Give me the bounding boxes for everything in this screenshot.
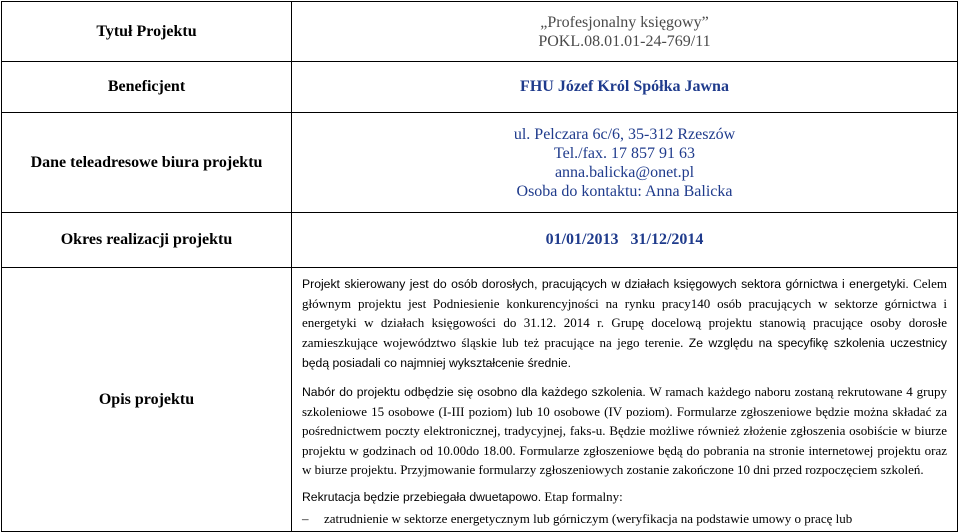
project-info-table xyxy=(1,1,958,532)
list-item-text: zatrudnienie w sektorze energetycznym lub górniczym (weryfikacja na podstawie umowy o pracę lub xyxy=(324,511,853,527)
contact-phone: Tel./fax. 17 857 91 63 xyxy=(553,144,696,162)
education-sentence: Ze względu na specyfikę szkolenia uczestnicy będą posiadali co najmniej wykształcenie średnie. xyxy=(302,335,948,370)
recruitment-intro: Nabór do projektu odbędzie się osobno dla każdego szkolenia. xyxy=(302,385,646,400)
list-item xyxy=(302,509,947,528)
value-contact xyxy=(292,113,958,213)
dash-bullet: – xyxy=(302,511,309,527)
project-name: „Profesjonalny księgowy” xyxy=(540,13,709,31)
row-beneficiary xyxy=(2,62,958,113)
label-title: Tytuł Projektu xyxy=(2,2,292,62)
stages-sentence: Rekrutacja będzie przebiegała dwuetapowo. xyxy=(302,490,542,505)
project-code: POKL.08.01.01-24-769/11 xyxy=(538,32,711,50)
label-description: Opis projektu xyxy=(2,268,292,532)
contact-address: ul. Pelczara 6c/6, 35-312 Rzeszów xyxy=(513,125,736,143)
contact-person: Osoba do kontaktu: Anna Balicka xyxy=(516,182,733,200)
goal-sentence: Celem głównym projektu jest Podniesienie konkurencyjności na rynku pracy140 osób pracujących w sektorze górnictwa i energetyki w działach księgowości do 31.12. 2014 r. Grupę docelową projektu stanowią pracujące osoby dorosłe zamieszkujące województwo śląskie lub też pracujące na jego terenie. xyxy=(302,276,947,350)
description-paragraph-1 xyxy=(302,274,947,373)
row-title xyxy=(2,2,958,62)
description-paragraph-2 xyxy=(302,382,947,479)
audience-sentence: Projekt skierowany jest do osób dorosłych, pracujących w działach księgowych sektora górnictwa i energetyki. xyxy=(302,277,909,291)
contact-email[interactable]: anna.balicka@onet.pl xyxy=(554,163,695,181)
row-description xyxy=(2,268,958,532)
value-beneficiary: FHU Józef Król Spółka Jawna xyxy=(292,62,958,113)
value-period: 01/01/2013 31/12/2014 xyxy=(292,213,958,268)
value-description xyxy=(292,268,958,532)
description-paragraph-3 xyxy=(302,487,947,507)
row-period xyxy=(2,213,958,268)
recruitment-details: W ramach każdego naboru zostaną rekrutowane 4 grupy szkoleniowe 15 osobowe (I-III poziom) lub 10 osobowe (IV poziom). Formularze zgłoszeniowe będzie można składać za pośrednictwem poczty elektronicznej, tradycyjnej, faks-u. Będzie możliwe również złożenie zgłoszenia osobiście w biurze projektu w godzinach od 10.00do 18.00. Formularze zgłoszeniowe będą do pobrania na stronie internetowej projektu oraz w biurze projektu. Przyjmowanie formularzy zgłoszeniowych zostanie zakończone 10 dni przed rozpoczęciem szkoleń. xyxy=(302,384,947,477)
label-contact: Dane teleadresowe biura projektu xyxy=(2,113,292,213)
formal-stage-label: Etap formalny: xyxy=(544,489,623,505)
label-beneficiary: Beneficjent xyxy=(2,62,292,113)
label-period: Okres realizacji projektu xyxy=(2,213,292,268)
value-title xyxy=(292,2,958,62)
row-contact xyxy=(2,113,958,213)
